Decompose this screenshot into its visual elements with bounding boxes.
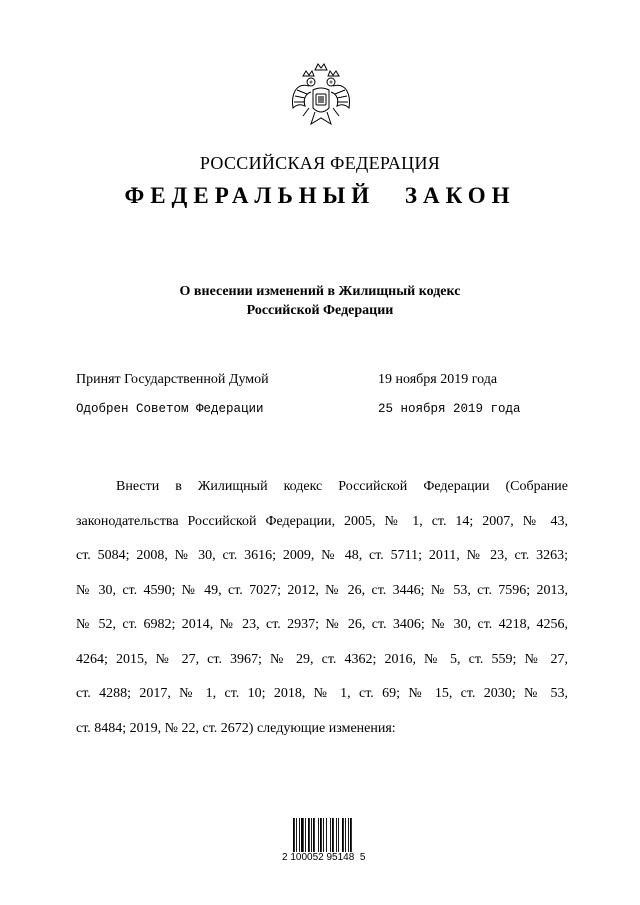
council-label: Одобрен Советом Федерации bbox=[76, 402, 264, 416]
body-paragraph bbox=[76, 470, 568, 746]
country-name: РОССИЙСКАЯ ФЕДЕРАЦИЯ bbox=[199, 153, 441, 173]
body-line: Внести в Жилищный кодекс Российской Федерации (Собрание bbox=[116, 479, 568, 494]
duma-date: 19 ноября 2019 года bbox=[378, 372, 498, 387]
barcode-icon bbox=[292, 818, 374, 854]
body-line: законодательства Российской Федерации, 2005, № 1, ст. 14; 2007, № 43, bbox=[76, 513, 568, 529]
law-title-line-2: Российской Федерации bbox=[246, 303, 394, 318]
body-line: ст. 4288; 2017, № 1, ст. 10; 2018, № 1, ст. 69; № 15, ст. 2030; № 53, bbox=[76, 686, 568, 701]
law-title-line-1: О внесении изменений в Жилищный кодекс bbox=[179, 284, 461, 299]
body-line: № 52, ст. 6982; 2014, № 23, ст. 2937; № 26, ст. 3406; № 30, ст. 4218, 4256, bbox=[76, 617, 568, 632]
barcode-number: 2 100052 95148 5 bbox=[282, 852, 366, 863]
body-line: 4264; 2015, № 27, ст. 3967; № 29, ст. 4362; 2016, № 5, ст. 559; № 27, bbox=[76, 651, 568, 667]
law-title bbox=[0, 282, 640, 320]
coat-of-arms-icon bbox=[285, 60, 357, 140]
duma-label: Принят Государственной Думой bbox=[76, 372, 269, 387]
body-line: ст. 5084; 2008, № 30, ст. 3616; 2009, № 48, ст. 5711; 2011, № 23, ст. 3263; bbox=[76, 548, 568, 563]
council-date: 25 ноября 2019 года bbox=[378, 402, 521, 416]
body-line: ст. 8484; 2019, № 22, ст. 2672) следующие изменения: bbox=[76, 720, 396, 736]
document-type: ФЕДЕРАЛЬНЫЙ ЗАКОН bbox=[124, 183, 516, 208]
body-line: № 30, ст. 4590; № 49, ст. 7027; 2012, № 26, ст. 3446; № 53, ст. 7596; 2013, bbox=[76, 582, 568, 598]
